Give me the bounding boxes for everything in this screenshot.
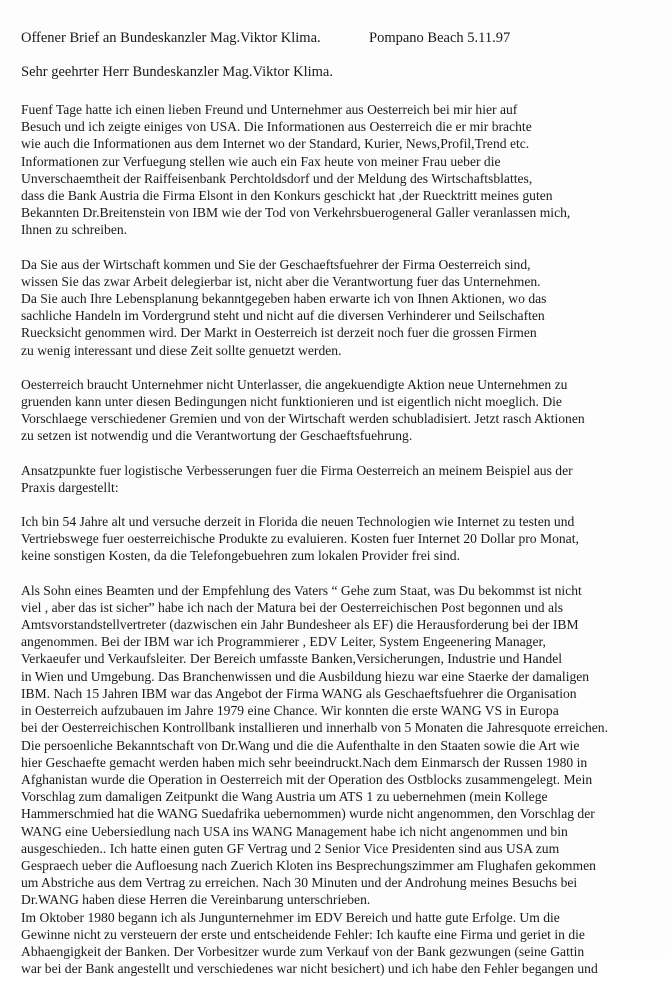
text-line: sachliche Handeln im Vordergrund steht und nicht auf die diversen Verhinderer und Seilschaften bbox=[21, 308, 545, 324]
text-line: Gewinne nicht zu versteuern der erste und entscheidende Fehler: Ich kaufte eine Firma und geriet in die bbox=[21, 926, 585, 942]
text-line: gruenden kann unter diesen Bedingungen nicht funktionieren und ist eigentlich nicht moeglich. Die bbox=[21, 394, 562, 410]
text-line: Im Oktober 1980 begann ich als Jungunternehmer im EDV Bereich und hatte gute Erfolge. Um die bbox=[21, 909, 560, 925]
text-line: dass die Bank Austria die Firma Elsont in den Konkurs geschickt hat ,der Ruecktritt meines guten bbox=[21, 188, 553, 204]
text-line: IBM. Nach 15 Jahren IBM war das Angebot der Firma WANG als Geschaeftsfuehrer die Organisation bbox=[21, 685, 577, 701]
text-line: Ihnen zu schreiben. bbox=[21, 222, 128, 238]
text-line: Da Sie auch Ihre Lebensplanung bekanntgegeben haben erwarte ich von Ihnen Aktionen, wo das bbox=[21, 291, 547, 307]
salutation: Sehr geehrter Herr Bundeskanzler Mag.Viktor Klima. bbox=[21, 64, 333, 80]
text-line: Informationen zur Verfuegung stellen wie auch ein Fax heute von meiner Frau ueber die bbox=[21, 153, 501, 169]
text-line: Gespraech ueber die Aufloesung nach Zuerich Kloten ins Besprechungszimmer am Flughafen gekommen bbox=[21, 857, 596, 873]
text-line: Hammerschmied hat die WANG Suedafrika uebernommen) wurde nicht angenommen, den Vorschlag der bbox=[21, 806, 595, 822]
text-line: wie auch die Informationen aus dem Internet wo der Standard, Kurier, News,Profil,Trend etc. bbox=[21, 136, 530, 152]
text-line: WANG eine Uebersiedlung nach USA ins WANG Management habe ich nicht angenommen und bin bbox=[21, 823, 568, 839]
paragraph bbox=[21, 256, 661, 359]
place-date: Pompano Beach 5.11.97 bbox=[369, 30, 511, 46]
text-line: war bei der Bank angestellt und verschiedenes war nicht besichert) und ich habe den Fehler begangen und bbox=[21, 961, 598, 977]
text-line: Vorschlag zum damaligen Zeitpunkt die Wang Austria um ATS 1 zu uebernehmen (mein Kollege bbox=[21, 789, 548, 805]
text-line: Ansatzpunkte fuer logistische Verbesserungen fuer die Firma Oesterreich an meinem Beispiel aus der bbox=[21, 462, 573, 478]
letter-body bbox=[21, 101, 661, 994]
text-line: Vertriebswege fuer oesterreichische Produkte zu evaluieren. Kosten fuer Internet 20 Dollar pro Monat, bbox=[21, 531, 579, 547]
text-line: Abhaengigkeit der Banken. Der Vorbesitzer wurde zum Verkauf von der Bank gezwungen (seine Gattin bbox=[21, 943, 585, 959]
letter-subject: Offener Brief an Bundeskanzler Mag.Viktor Klima. bbox=[21, 30, 321, 46]
text-line: Bekannten Dr.Breitenstein von IBM wie der Tod von Verkehrsbuerogeneral Galler veranlassen mich, bbox=[21, 205, 571, 221]
text-line: zu setzen ist notwendig und die Verantwortung der Geschaeftsfuehrung. bbox=[21, 428, 413, 444]
text-line: Fuenf Tage hatte ich einen lieben Freund und Unternehmer aus Oesterreich bei mir hier auf bbox=[21, 102, 518, 117]
text-line: Als Sohn eines Beamten und der Empfehlung des Vaters “ Gehe zum Staat, was Du bekommst ist nicht bbox=[21, 582, 582, 598]
text-line: angenommen. Bei der IBM war ich Programmierer , EDV Leiter, System Engeenering Manager, bbox=[21, 634, 546, 650]
text-line: Die persoenliche Bekanntschaft von Dr.Wang und die die Aufenthalte in den Staaten sowie die Art wie bbox=[21, 737, 580, 753]
text-line: Vorschlaege verschiedener Gremien und von der Wirtschaft werden schubladisiert. Jetzt rasch Aktionen bbox=[21, 411, 585, 427]
text-line: Verkaeufer und Verkaufsleiter. Der Bereich umfasste Banken,Versicherungen, Industrie und Handel bbox=[21, 651, 563, 667]
paragraph bbox=[21, 513, 661, 565]
paragraph bbox=[21, 376, 661, 445]
text-line: Amtsvorstandstellvertreter (dazwischen ein Jahr Bundesheer als EF) die Herausforderung bei der IBM bbox=[21, 617, 579, 633]
paragraph bbox=[21, 101, 661, 239]
text-line: bei der Oesterreichischen Kontrollbank installieren und innerhalb von 5 Monaten die Jahresquote erreichen. bbox=[21, 720, 608, 736]
text-line: Oesterreich braucht Unternehmer nicht Unterlasser, die angekuendigte Aktion neue Unternehmen zu bbox=[21, 376, 568, 392]
text-line: viel , aber das ist sicher” habe ich nach der Matura bei der Oesterreichischen Post begonnen und als bbox=[21, 599, 564, 615]
paragraph bbox=[21, 582, 661, 978]
text-line: Dr.WANG haben diese Herren die Vereinbarung unterschrieben. bbox=[21, 892, 371, 908]
text-line: Praxis dargestellt: bbox=[21, 479, 119, 495]
text-line: in Wien und Umgebung. Das Branchenwissen und die Ausbildung hiezu war eine Staerke der damaligen bbox=[21, 668, 590, 684]
text-line: in Oesterreich aufzubauen im Jahre 1979 eine Chance. Wir konnten die erste WANG VS in Europa bbox=[21, 703, 559, 719]
text-line: Besuch und ich zeigte einiges von USA. Die Informationen aus Oesterreich die er mir brachte bbox=[21, 119, 532, 135]
text-line: hier Geschaefte gemacht werden haben mich sehr beeindruckt.Nach dem Einmarsch der Russen 1980 in bbox=[21, 754, 588, 770]
text-line: Ich bin 54 Jahre alt und versuche derzeit in Florida die neuen Technologien wie Internet zu testen und bbox=[21, 514, 575, 530]
text-line: Afghanistan wurde die Operation in Oesterreich mit der Operation des Ostblocks zusammengelegt. Mein bbox=[21, 771, 593, 787]
text-line: Da Sie aus der Wirtschaft kommen und Sie der Geschaeftsfuehrer der Firma Oesterreich sind, bbox=[21, 256, 531, 272]
text-line: keine sonstigen Kosten, da die Telefongebuehren zum lokalen Provider frei sind. bbox=[21, 548, 460, 564]
text-line: ausgeschieden.. Ich hatte einen guten GF Vertrag und 2 Senior Vice Presidenten sind aus USA zum bbox=[21, 840, 560, 856]
text-line: wissen Sie das zwar Arbeit delegierbar ist, nicht aber die Verantwortung fuer das Unternehmen. bbox=[21, 273, 541, 289]
text-line: Unverschaemtheit der Raiffeisenbank Perchtoldsdorf und der Meldung des Wirtschaftsblattes, bbox=[21, 170, 533, 186]
text-line: Ruecksicht genommen wird. Der Markt in Oesterreich ist derzeit noch fuer die grossen Firmen bbox=[21, 325, 537, 341]
text-line: um Abstriche aus dem Vertrag zu erreichen. Nach 30 Minuten und der Androhung meines Besuchs bei bbox=[21, 875, 578, 891]
paragraph bbox=[21, 462, 661, 496]
text-line: zu wenig interessant und diese Zeit sollte genuetzt werden. bbox=[21, 342, 342, 358]
